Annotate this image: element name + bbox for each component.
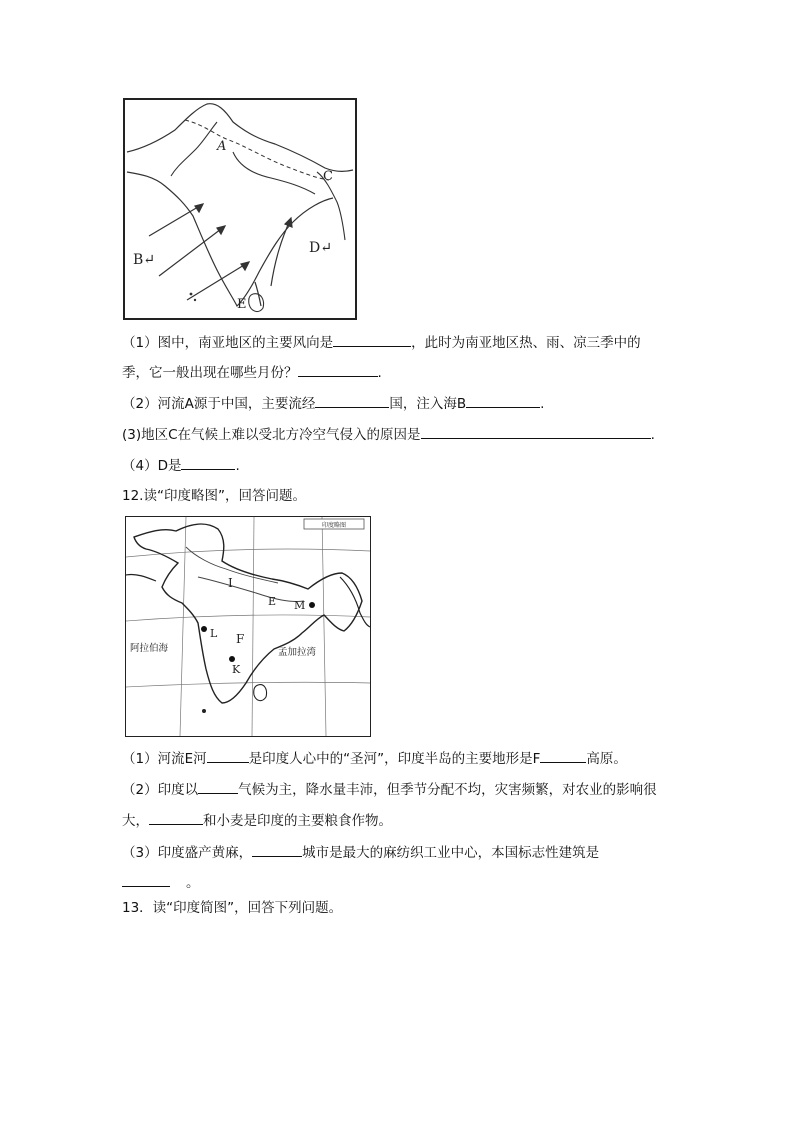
answer-blank[interactable] xyxy=(122,872,170,887)
map1-label-e: E xyxy=(237,297,247,312)
river-a xyxy=(171,122,217,176)
dashed-border xyxy=(185,120,329,180)
river-e xyxy=(198,577,304,602)
answer-blank[interactable] xyxy=(298,362,378,377)
map2-label-m: M xyxy=(294,599,306,612)
south-asia-monsoon-map xyxy=(123,98,357,320)
city-k-marker xyxy=(229,656,235,662)
q12-p2-text-a: （2）印度以 xyxy=(122,782,199,798)
map1-label-b: B↵ xyxy=(133,252,156,268)
q12-p2-text-c: 大， xyxy=(122,813,149,829)
q11-p2-text-c: . xyxy=(540,396,545,412)
q11-p2-text-b: 国，注入海B xyxy=(389,396,467,412)
answer-blank[interactable] xyxy=(252,842,302,857)
island-dot xyxy=(194,299,196,301)
answer-blank[interactable] xyxy=(181,455,235,470)
answer-blank[interactable] xyxy=(198,779,238,794)
map-legend-text: 印度略图 xyxy=(321,522,347,529)
city-m-marker xyxy=(309,602,315,608)
answer-blank[interactable] xyxy=(207,748,249,763)
q12-title: 12.读“印度略图”，回答问题。 xyxy=(122,488,306,504)
answer-blank[interactable] xyxy=(421,424,651,439)
sri-lanka xyxy=(249,294,264,312)
q12-part3-line1 xyxy=(122,842,599,863)
sri-lanka xyxy=(254,685,267,701)
answer-blank[interactable] xyxy=(540,748,586,763)
city-l-marker xyxy=(201,626,207,632)
map2-label-e: E xyxy=(268,595,277,608)
answer-blank[interactable] xyxy=(149,810,203,825)
q12-part2-line1 xyxy=(122,779,657,800)
q11-p1-text-b: ，此时为南亚地区热、雨、凉三季中的 xyxy=(411,335,641,351)
q12-p3-text-c: 。 xyxy=(186,875,200,891)
map2-label-l: L xyxy=(210,627,218,640)
monsoon-arrows xyxy=(149,204,292,306)
q11-part4 xyxy=(122,455,240,476)
q11-p4-text-b: . xyxy=(235,458,240,474)
q12-part1 xyxy=(122,748,627,769)
q12-p2-text-b: 气候为主，降水量丰沛，但季节分配不均，灾害频繁，对农业的影响很 xyxy=(238,782,657,798)
q11-p1-text-a: （1）图中，南亚地区的主要风向是 xyxy=(122,335,334,351)
q11-part3 xyxy=(122,424,655,445)
q12-part2-line2 xyxy=(122,810,392,831)
q12-p3-text-b: 城市是最大的麻纺织工业中心，本国标志性建筑是 xyxy=(302,845,600,861)
map1-label-d: D↵ xyxy=(309,240,332,256)
bay-of-bengal-label: 孟加拉湾 xyxy=(278,647,317,658)
arabian-sea-label: 阿拉伯海 xyxy=(130,643,169,654)
q11-part1-line2 xyxy=(122,362,382,383)
northern-border xyxy=(127,104,353,172)
q11-p1-text-d: . xyxy=(377,365,382,381)
india-sketch-map xyxy=(125,516,371,737)
map1-label-a: A xyxy=(217,139,227,154)
q12-p1-text-c: 高原。 xyxy=(586,751,627,767)
q12-p1-text-a: （1）河流E河 xyxy=(122,751,207,767)
q12-p1-text-b: 是印度人心中的“圣河”，印度半岛的主要地形是F xyxy=(248,751,541,767)
q11-part2 xyxy=(122,393,544,414)
answer-blank[interactable] xyxy=(315,393,389,408)
q13-title: 13．读“印度简图”，回答下列问题。 xyxy=(122,900,343,916)
map2-label-f: F xyxy=(236,632,245,646)
island-dot xyxy=(202,709,206,713)
q12-p3-text-a: （3）印度盛产黄麻， xyxy=(122,845,253,861)
q11-p2-text-a: （2）河流A源于中国，主要流经 xyxy=(122,396,316,412)
india-map-drawing xyxy=(126,517,370,736)
island-dot xyxy=(190,293,193,296)
answer-blank[interactable] xyxy=(466,393,540,408)
map-grid xyxy=(126,517,370,736)
peninsula-coast xyxy=(127,172,333,306)
q12-p2-text-d: 和小麦是印度的主要粮食作物。 xyxy=(203,813,392,829)
map1-label-c: C xyxy=(323,169,333,184)
q11-p3-text-a: (3)地区C在气候上难以受北方冷空气侵入的原因是 xyxy=(122,427,421,443)
q12-part3-line2 xyxy=(122,872,200,893)
q11-p3-text-b: . xyxy=(650,427,655,443)
answer-blank[interactable] xyxy=(333,332,411,347)
map2-label-i: I xyxy=(228,576,233,590)
west-border xyxy=(126,574,156,581)
q11-p4-text-a: （4）D是 xyxy=(122,458,182,474)
q11-part1-line1 xyxy=(122,332,641,353)
monsoon-map-drawing xyxy=(125,100,355,318)
map2-label-k: K xyxy=(232,663,241,676)
q11-p1-text-c: 季，它一般出现在哪些月份？ xyxy=(122,365,298,381)
india-outline xyxy=(134,524,362,703)
